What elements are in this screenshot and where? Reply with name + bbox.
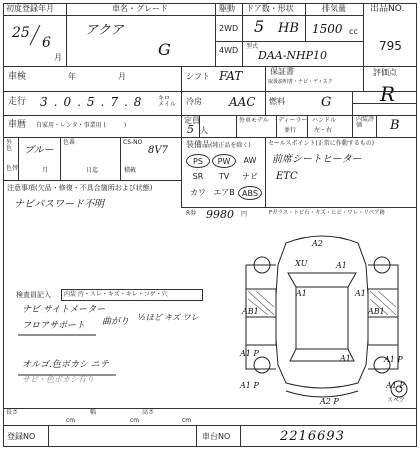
divider bbox=[215, 3, 216, 66]
damage-mark: A1 bbox=[296, 289, 307, 298]
warranty-label: 保証書 bbox=[270, 67, 294, 76]
capacity-value: 5 bbox=[187, 123, 194, 136]
notes-note: (欠品・修復・不具合箇所および状態) bbox=[35, 184, 153, 192]
month-label: 月 bbox=[118, 72, 126, 81]
divider bbox=[3, 180, 181, 181]
equipment-title: 装備品 bbox=[186, 140, 210, 149]
sales-points-label bbox=[268, 141, 374, 147]
doors-label: ドア数・形状 bbox=[246, 4, 294, 13]
slash-mark bbox=[28, 24, 42, 46]
body-outline bbox=[276, 243, 368, 388]
damage-mark: A1 P bbox=[386, 381, 405, 390]
equipment-grid bbox=[186, 154, 262, 202]
doors-value: 5 bbox=[254, 17, 265, 36]
model-type-value: DAA-NHP10 bbox=[258, 49, 328, 62]
drive-2wd: 2WD bbox=[219, 24, 239, 33]
dealer-label: ディーラー bbox=[278, 117, 308, 124]
divider bbox=[3, 137, 417, 138]
interior-label: 内装評価 bbox=[356, 116, 375, 129]
recycle-value: 9980 bbox=[206, 208, 234, 221]
first-reg-label: 初度登録年月 bbox=[6, 4, 54, 13]
displacement-value: 1500 bbox=[312, 22, 343, 36]
inspector-line-2: フロアサポート bbox=[22, 321, 86, 331]
divider bbox=[196, 425, 197, 447]
width-label: 幅 bbox=[90, 409, 97, 416]
divider bbox=[363, 3, 364, 91]
interior-value: B bbox=[390, 118, 400, 133]
divider bbox=[276, 115, 277, 137]
damage-mark: A2 P bbox=[320, 397, 339, 406]
divider bbox=[236, 115, 237, 137]
sales-point-2: ETC bbox=[276, 171, 298, 182]
sales-point-1: 前席シートヒーター bbox=[272, 154, 362, 165]
capacity-unit: 人 bbox=[200, 126, 208, 135]
divider bbox=[3, 115, 417, 116]
lot-number: 795 bbox=[379, 39, 402, 53]
equipment-item: PW bbox=[212, 154, 236, 168]
color-code-label: 色番 bbox=[63, 139, 76, 146]
notes-title: 注意事項 bbox=[7, 184, 35, 192]
damage-mark: XU bbox=[295, 259, 308, 268]
model-name: アクア bbox=[85, 23, 124, 38]
divider bbox=[181, 66, 182, 137]
mileage-label: 走行 bbox=[8, 97, 27, 107]
equipment-item: SR bbox=[192, 172, 204, 181]
fuel-label: 燃料 bbox=[269, 97, 285, 106]
shaken-label: 車検 bbox=[8, 72, 27, 82]
damage-mark: A2 bbox=[312, 239, 323, 248]
divider bbox=[3, 66, 417, 67]
history-options: 自家用・レンタ・事業用 ( ) bbox=[36, 122, 127, 129]
damage-mark: AB1 bbox=[242, 307, 259, 316]
inspector-line-2-note2: ½ほど キズ ワレ bbox=[138, 313, 199, 322]
divider bbox=[66, 3, 67, 66]
notes-label bbox=[7, 185, 152, 192]
equipment-item: PS bbox=[186, 154, 210, 168]
equipment-item: TV bbox=[218, 172, 230, 181]
first-reg-month: 6 bbox=[42, 35, 51, 51]
chassis-number: 2216693 bbox=[280, 429, 345, 444]
ac-label: 冷房 bbox=[186, 97, 202, 106]
glass-note: Fガラス・トビ石・キズ・ヒビ・ワレ・リペア跡 bbox=[269, 210, 385, 216]
mileage-value: 3.0.5.7.8 bbox=[40, 95, 148, 109]
inspector-line-4: サビ・色ボカシ有り bbox=[22, 375, 94, 384]
divider bbox=[48, 425, 49, 447]
divider bbox=[215, 41, 363, 42]
chassis-label: 車台NO bbox=[202, 432, 231, 441]
divider bbox=[376, 115, 377, 137]
lot-label: 出品NO. bbox=[370, 4, 405, 14]
capacity-label: 定員 bbox=[184, 116, 200, 125]
import-label: 外車モデル bbox=[239, 117, 269, 124]
damage-mark: A1 P bbox=[384, 355, 403, 364]
equipment-item: AW bbox=[243, 156, 257, 165]
shift-label: シフト bbox=[186, 72, 210, 81]
divider bbox=[3, 91, 417, 92]
color-code-value: 8V7 bbox=[148, 145, 168, 156]
fuel-value: G bbox=[321, 95, 332, 110]
first-reg-year: 25 bbox=[12, 25, 30, 41]
recycle-unit: 円 bbox=[241, 211, 248, 218]
damage-mark: A1 P bbox=[240, 381, 259, 390]
handle-sub: 左・右 bbox=[314, 127, 333, 134]
divider bbox=[265, 66, 266, 115]
sales-points-note: (正常に作動するもの) bbox=[315, 140, 375, 147]
color-day-label: 日迄 bbox=[86, 167, 99, 174]
inspector-line-1: ナビ サイトメーター bbox=[22, 305, 106, 315]
damage-mark: A1 P bbox=[240, 349, 259, 358]
exterior-value: ブルー bbox=[24, 145, 54, 156]
divider bbox=[352, 91, 353, 137]
recycle-label: R券 bbox=[186, 210, 197, 217]
equipment-item: エアB bbox=[213, 188, 235, 197]
divider bbox=[3, 15, 363, 16]
loading-label: 積載 bbox=[124, 167, 137, 174]
equipment-item: カワ bbox=[190, 188, 206, 197]
color-month-label: 月 bbox=[42, 167, 49, 174]
drive-4wd: 4WD bbox=[219, 46, 239, 55]
damage-mark: A1 bbox=[340, 354, 351, 363]
length-unit: cm bbox=[66, 417, 76, 424]
equipment-item: ABS bbox=[238, 186, 262, 200]
divider bbox=[60, 137, 61, 180]
car-diagram bbox=[228, 225, 416, 407]
divider bbox=[242, 3, 243, 66]
damage-mark: A1 bbox=[355, 289, 366, 298]
displacement-unit: cc bbox=[349, 27, 358, 36]
inspector-line-2-note: 曲がり bbox=[102, 317, 130, 327]
grade: G bbox=[158, 40, 171, 59]
wheel-rear-left bbox=[254, 357, 270, 373]
handle-label: ハンドル bbox=[312, 117, 337, 124]
inspector-underlines bbox=[16, 300, 126, 400]
model-grade-label: 車名・グレード bbox=[112, 4, 168, 13]
exterior-label: 外色 bbox=[6, 139, 13, 152]
divider bbox=[18, 137, 19, 180]
damage-mark: AB1 bbox=[368, 307, 385, 316]
divider bbox=[120, 137, 121, 180]
divider bbox=[265, 137, 266, 207]
year-label: 年 bbox=[68, 72, 76, 81]
warranty-sub: 取扱説明書・ナビ・ディスク bbox=[268, 79, 333, 85]
inspector-label: 検査員記入 bbox=[16, 291, 51, 299]
divider bbox=[3, 408, 417, 409]
reg-no-label: 登録NO bbox=[7, 432, 36, 441]
score-label: 評価点 bbox=[373, 68, 397, 77]
inspector-line-3: オルゴ.色ボカシ ニテ bbox=[22, 360, 109, 370]
height-label: 高さ bbox=[142, 409, 155, 416]
notes-text: ナビパスワード不明 bbox=[14, 199, 104, 210]
inspector-categories: 内装 汚・スレ・キズ・キレ・コゲ・穴 bbox=[64, 291, 168, 298]
color-change-label: 色替 bbox=[6, 165, 19, 172]
equipment-note: (純正品を除く) bbox=[210, 142, 251, 149]
model-type-label: 型式 bbox=[246, 43, 259, 50]
ac-value: AAC bbox=[229, 95, 256, 109]
windshield bbox=[288, 273, 356, 287]
displacement-label: 排気量 bbox=[322, 4, 346, 13]
mileage-unit: キロ メイル bbox=[158, 95, 176, 108]
cs-no-label: CS-NO bbox=[123, 139, 143, 146]
drive-label: 駆動 bbox=[219, 4, 235, 13]
divider bbox=[305, 3, 306, 41]
divider bbox=[3, 425, 417, 426]
dealer-sub: 並行 bbox=[284, 127, 297, 134]
body-shape: HB bbox=[278, 21, 299, 36]
shift-value: FAT bbox=[219, 69, 243, 83]
height-unit: cm bbox=[182, 417, 192, 424]
divider bbox=[181, 137, 182, 207]
history-label: 車暦 bbox=[8, 120, 27, 130]
length-label: 長さ bbox=[6, 409, 19, 416]
month-unit: 月 bbox=[54, 53, 62, 62]
damage-mark: A1 bbox=[336, 261, 347, 270]
divider bbox=[240, 425, 241, 447]
sales-points-title: セールスポイント bbox=[268, 140, 316, 147]
spare-label: スペア bbox=[387, 397, 406, 404]
width-unit: cm bbox=[130, 417, 140, 424]
score-value: R bbox=[380, 82, 396, 106]
equipment-item: ナビ bbox=[242, 172, 258, 181]
equipment-label bbox=[186, 141, 251, 149]
